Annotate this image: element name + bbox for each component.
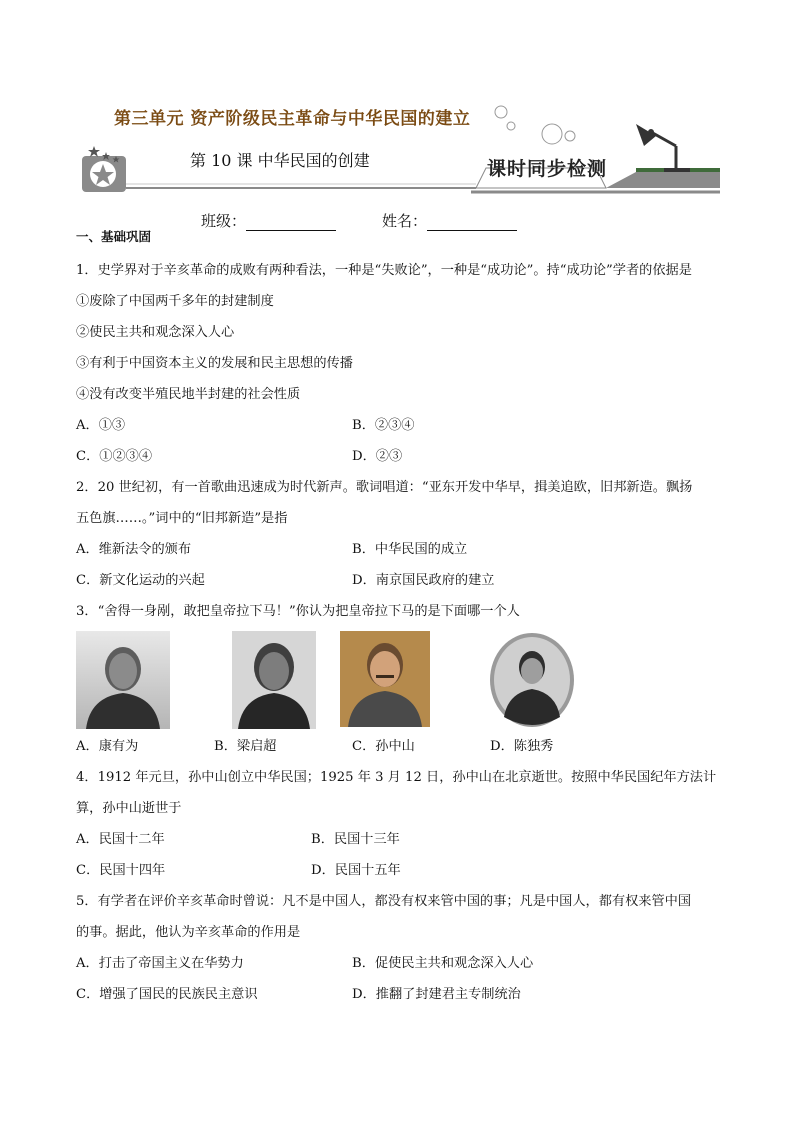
statement: ④没有改变半殖民地半封建的社会性质 — [76, 387, 301, 402]
question-1-stem: 1．史学界对于辛亥革命的成败有两种看法，一种是“失败论”，一种是“成功论”。持“成功论”学者的依据是 — [76, 263, 692, 278]
portrait-kang-youwei[interactable] — [76, 631, 170, 729]
option-d[interactable]: D．陈独秀 — [490, 739, 554, 754]
option-a[interactable]: A．民国十二年 — [76, 832, 165, 847]
option-d[interactable]: D．推翻了封建君主专制统治 — [352, 987, 521, 1002]
option-a[interactable]: A．①③ — [76, 418, 126, 433]
option-b[interactable]: B．中华民国的成立 — [352, 542, 468, 557]
statement: ③有利于中国资本主义的发展和民主思想的传播 — [76, 356, 353, 371]
option-b[interactable]: B．民国十三年 — [311, 832, 400, 847]
option-b[interactable]: B．促使民主共和观念深入人心 — [352, 956, 534, 971]
star-badge-icon — [82, 146, 126, 192]
lesson-title: 第 10 课 中华民国的创建 — [190, 151, 370, 170]
question-5-stem-cont: 的事。据此，他认为辛亥革命的作用是 — [76, 925, 301, 940]
portrait-row — [76, 631, 726, 731]
option-b[interactable]: B．梁启超 — [214, 739, 277, 754]
option-c[interactable]: C．民国十四年 — [76, 863, 166, 878]
portrait-sun-yatsen[interactable] — [340, 631, 430, 727]
option-a[interactable]: A．康有为 — [76, 739, 139, 754]
section-title: 一、基础巩固 — [76, 229, 152, 244]
statement: ①废除了中国两千多年的封建制度 — [76, 294, 274, 309]
statement: ②使民主共和观念深入人心 — [76, 325, 235, 340]
option-d[interactable]: D．南京国民政府的建立 — [352, 573, 495, 588]
question-2-stem: 2．20 世纪初，有一首歌曲迅速成为时代新声。歌词唱道：“亚东开发中华早，揖美追欧，旧邦新造。飘扬 — [76, 480, 693, 495]
option-a[interactable]: A．打击了帝国主义在华势力 — [76, 956, 244, 971]
question-3-stem: 3．“舍得一身剐，敢把皇帝拉下马！”你认为把皇帝拉下马的是下面哪一个人 — [76, 604, 520, 619]
name-label: 姓名： — [382, 212, 428, 230]
question-4-stem: 4．1912 年元旦，孙中山创立中华民国；1925 年 3 月 12 日，孙中山在北京逝世。按照中华民国纪年方法计 — [76, 770, 717, 785]
desk-lamp-icon — [636, 124, 690, 172]
badge-text: 课时同步检测 — [487, 158, 608, 180]
option-c[interactable]: C．孙中山 — [352, 739, 415, 754]
question-4-stem-cont: 算，孙中山逝世于 — [76, 801, 182, 816]
question-2-stem-cont: 五色旗……。”词中的“旧邦新造”是指 — [76, 511, 288, 526]
portrait-chen-duxiu[interactable] — [488, 631, 576, 729]
option-c[interactable]: C．①②③④ — [76, 449, 153, 464]
option-d[interactable]: D．民国十五年 — [311, 863, 401, 878]
option-b[interactable]: B．②③④ — [352, 418, 415, 433]
option-c[interactable]: C．增强了国民的民族民主意识 — [76, 987, 258, 1002]
option-a[interactable]: A．维新法令的颁布 — [76, 542, 192, 557]
question-list — [76, 229, 726, 1010]
option-c[interactable]: C．新文化运动的兴起 — [76, 573, 205, 588]
class-label: 班级： — [201, 212, 247, 230]
option-d[interactable]: D．②③ — [352, 449, 403, 464]
student-info-row — [201, 210, 517, 231]
unit-title: 第三单元 资产阶级民主革命与中华民国的建立 — [114, 109, 471, 129]
question-5-stem: 5．有学者在评价辛亥革命时曾说：凡不是中国人，都没有权来管中国的事；凡是中国人，都有权来管中国 — [76, 894, 692, 909]
portrait-liang-qichao[interactable] — [232, 631, 316, 729]
